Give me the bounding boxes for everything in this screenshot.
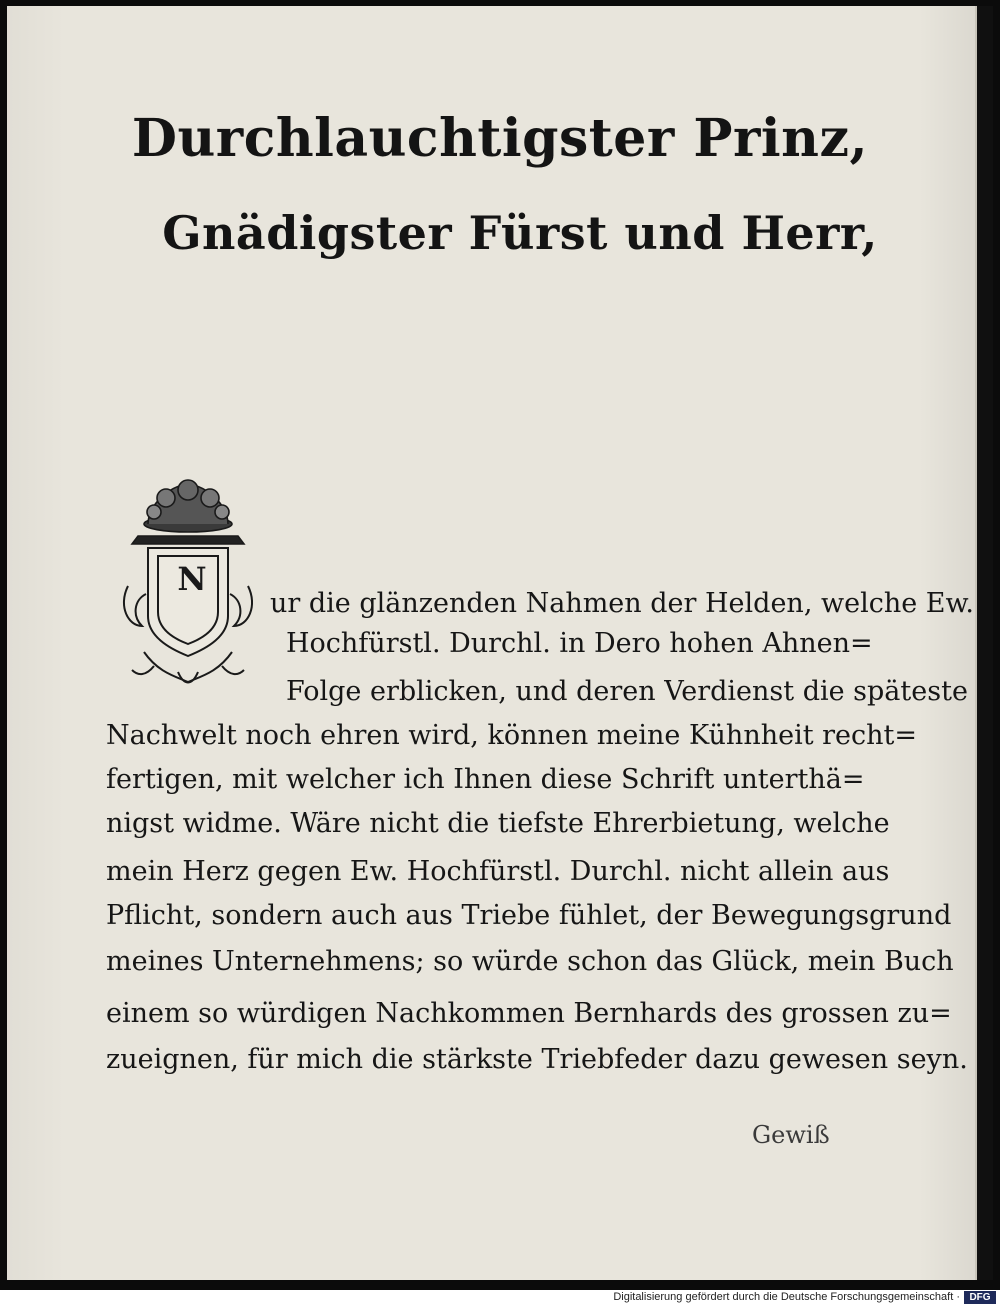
body-text-line: Hochfürstl. Durchl. in Dero hohen Ahnen=	[286, 628, 873, 659]
dedication-heading-line-2: Gnädigster Fürst und Herr,	[162, 206, 878, 260]
catchword: Gewiß	[752, 1121, 830, 1149]
flower-basket-icon	[132, 480, 244, 544]
footer-credit: Digitalisierung gefördert durch die Deutsche Forschungsgemeinschaft ·	[613, 1291, 960, 1303]
body-text-line: einem so würdigen Nachkommen Bernhards des grossen zu=	[106, 998, 952, 1029]
body-text-line: fertigen, mit welcher ich Ihnen diese Schrift unterthä=	[106, 764, 865, 795]
body-text-line: nigst widme. Wäre nicht die tiefste Ehrerbietung, welche	[106, 808, 890, 839]
body-text-line: Nachwelt noch ehren wird, können meine Kühnheit recht=	[106, 720, 918, 751]
dedication-heading-line-1: Durchlauchtigster Prinz,	[131, 108, 869, 169]
body-text-line: Folge erblicken, und deren Verdienst die späteste	[286, 676, 968, 707]
dfg-logo-icon: DFG	[964, 1291, 996, 1304]
body-text-line: meines Unternehmens; so würde schon das Glück, mein Buch	[106, 946, 954, 977]
initial-letter: N	[177, 560, 207, 598]
body-text-line: Pflicht, sondern auch aus Triebe fühlet, der Bewegungsgrund	[106, 900, 952, 931]
page-right-edge	[977, 6, 993, 1280]
body-text-line: mein Herz gegen Ew. Hochfürstl. Durchl. nicht allein aus	[106, 856, 890, 887]
body-text-line: ur die glänzenden Nahmen der Helden, welche Ew.	[270, 588, 974, 619]
body-text-line: zueignen, für mich die stärkste Triebfeder dazu gewesen seyn.	[106, 1044, 968, 1075]
